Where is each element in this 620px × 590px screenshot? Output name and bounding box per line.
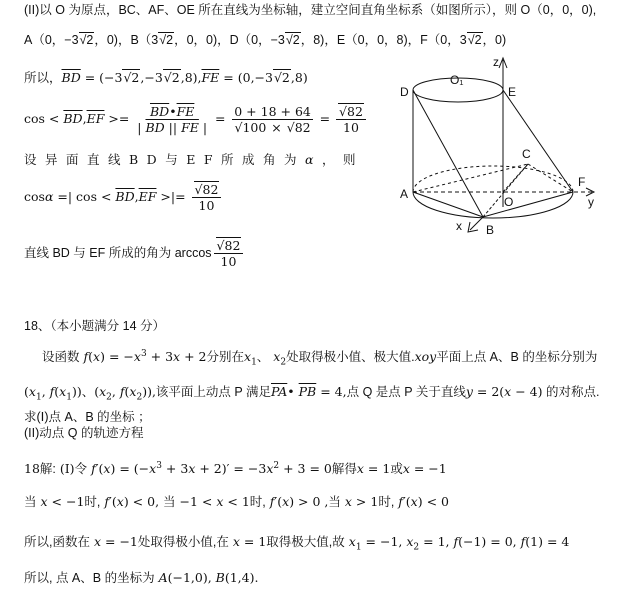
problem-18-statement-2: ($x_1$, $f(x_1)$)、($x_2$, $f(x_2)$),该平面上动点 P 满足$\overline{PA}•$ $\overline{PB} = 4$,点 Q 是点 P 关于直线y = 2(x − 4) 的对称点.: [24, 384, 600, 403]
points-line: [24, 32, 506, 48]
label-E: E: [508, 85, 517, 99]
segment-DB: [413, 90, 483, 217]
angle-line: 设异面直线BD与EF所成角为α，则: [24, 152, 364, 167]
x-axis: [470, 217, 483, 230]
solution-line-3: 所以,函数在 x = −1处取得极小值,在 x = 1取得极大值,故 $x_1 = -1$, $x_2 = 1$, f(−1) = 0, f(1) = 4: [24, 534, 570, 553]
label-x: x: [456, 219, 462, 233]
label-z: z: [493, 55, 499, 69]
points-text: A（0，−3√2，0)，B（3√2，0，0)，D（0，−3√2，8)，E（0，0，8)，F（0，3√2，0): [24, 33, 507, 47]
problem-18-header: 18、（本小题满分 14 分）: [24, 319, 166, 333]
segment-BF: [483, 192, 573, 217]
cos-alpha-formula: cosα =| $\cos < \overline{BD},\overline{EF}$ >|= $\frac{√82}{10}$: [24, 182, 223, 213]
vector-text: 所以，$\overline{BD} = (-3√2,-3√2,8),\overline{FE} = (0,-3√2,8)$: [24, 70, 308, 85]
solution-line-4: 所以, 点 A、B 的坐标为 A(−1,0), B(1,4).: [24, 570, 259, 585]
label-y: y: [588, 195, 594, 209]
problem-18-q1: 求(Ⅰ)点 A、B 的坐标 ；: [24, 410, 151, 424]
label-B: B: [486, 223, 495, 237]
vector-line: [24, 70, 308, 86]
label-A: A: [400, 187, 409, 201]
solution-line-2: 当 x < −1时, f′(x) < 0, 当 −1 < x < 1时, f′(x) > 0 ,当 x > 1时, f′(x) < 0: [24, 494, 449, 509]
segment-EF: [503, 90, 573, 192]
segment-CF: [528, 164, 573, 192]
solution-line-1: 18解: (Ⅰ)令 $f'(x) = (-x^3 + 3x + 2)' = -3x^2 + 3 = 0$解得x = 1或x = −1: [24, 461, 447, 477]
label-C: C: [522, 147, 531, 161]
coord-system-text: (II)以 O 为原点，BC、AF、OE 所在直线为坐标轴，建立空间直角坐标系（如图所示），则 O（0，0，0),: [24, 3, 597, 17]
segment-AC: [413, 164, 528, 192]
bottom-circle-back: [413, 166, 573, 192]
label-O1: O₁: [450, 73, 464, 87]
problem-18-q2: (II)动点 Q 的轨迹方程: [24, 426, 144, 440]
coord-system-line: [24, 2, 596, 18]
cylinder-figure: [398, 52, 603, 237]
problem-18-statement-1: 设函数 $f(x) = -x^3 + 3x + 2$分别在$x_1$、 $x_2$处取得极小值、极大值.xoy平面上点 A、B 的坐标分别为: [42, 349, 598, 368]
cos-formula: $\cos < \overline{BD},\overline{EF}$ >= $\frac{\overline{BD}•\overline{FE}}{| \overline{BD} || \overline{FE} |}$ = $\frac{0 + 18 + 64}{√100 \times √82}$ = $\frac{√82}{10}$: [24, 104, 368, 135]
label-O: O: [504, 195, 514, 209]
answer-line: 直线 BD 与 EF 所成的角为 arccos $\frac{√82}{10}$: [24, 238, 245, 269]
label-F: F: [578, 175, 586, 189]
label-D: D: [400, 85, 409, 99]
